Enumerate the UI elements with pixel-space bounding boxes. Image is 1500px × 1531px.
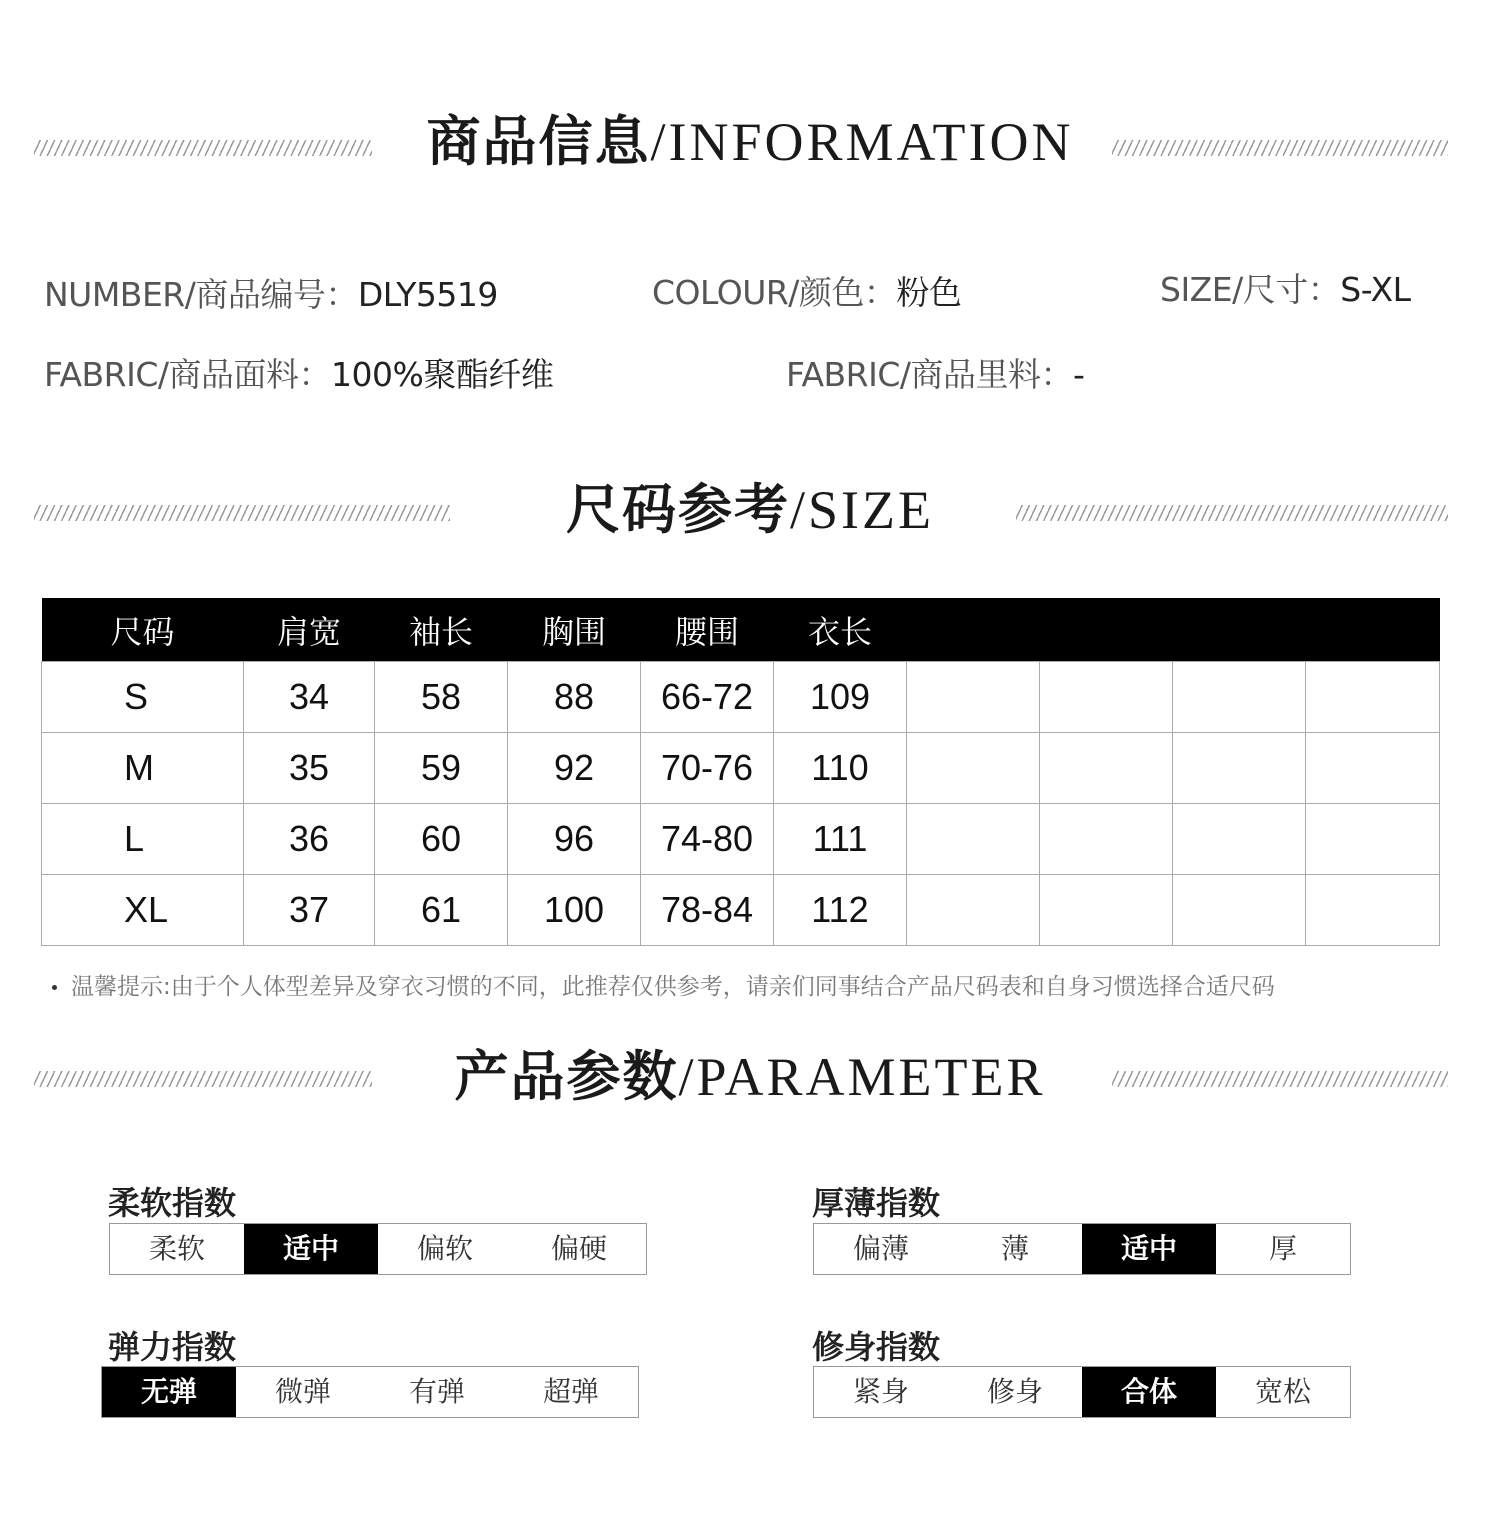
- cell-shoulder: 34: [244, 662, 375, 733]
- cell-empty: [1173, 875, 1306, 946]
- header-empty: [1306, 598, 1440, 662]
- size-title-en: /SIZE: [790, 480, 934, 540]
- cell-waist: 70-76: [641, 733, 774, 804]
- info-fabric-value: 100%聚酯纤维: [331, 355, 554, 394]
- fit-option: 修身: [986, 1375, 1043, 1408]
- cell-empty: [1306, 804, 1440, 875]
- cell-sleeve: 58: [375, 662, 508, 733]
- cell-sleeve: 59: [375, 733, 508, 804]
- cell-empty: [1040, 804, 1173, 875]
- cell-length: 112: [774, 875, 907, 946]
- size-title-cn: 尺码参考: [566, 478, 790, 541]
- size-table-header-row: [42, 598, 1440, 662]
- cell-empty: [1173, 804, 1306, 875]
- cell-empty: [907, 804, 1040, 875]
- table-row: [42, 804, 1440, 875]
- cell-sleeve: 61: [375, 875, 508, 946]
- fit-option: 合体: [1082, 1367, 1216, 1417]
- information-title: [0, 110, 1500, 174]
- header-empty: [907, 598, 1040, 662]
- cell-waist: 66-72: [641, 662, 774, 733]
- info-number: [44, 275, 498, 315]
- cell-size: XL: [42, 875, 244, 946]
- size-table: [41, 598, 1440, 946]
- info-size-value: S-XL: [1340, 270, 1411, 309]
- softness-option: 柔软: [148, 1232, 205, 1265]
- info-lining-label: FABRIC/商品里料：: [786, 355, 1073, 394]
- header-sleeve: 袖长: [375, 598, 508, 662]
- elasticity-label: 弹力指数: [108, 1328, 237, 1366]
- softness-scale: [109, 1223, 647, 1275]
- information-title-cn: 商品信息: [426, 110, 651, 173]
- cell-size: L: [42, 804, 244, 875]
- thickness-option: 薄: [1000, 1232, 1029, 1265]
- fit-option: 紧身: [852, 1375, 909, 1408]
- fit-label: 修身指数: [812, 1328, 941, 1366]
- table-row: [42, 662, 1440, 733]
- softness-option: 适中: [244, 1224, 378, 1274]
- fit-scale: [813, 1366, 1351, 1418]
- parameter-title-cn: 产品参数: [454, 1045, 679, 1108]
- info-colour-label: COLOUR/颜色：: [652, 273, 897, 312]
- header-size: 尺码: [42, 598, 244, 662]
- size-tip-text: 温馨提示:由于个人体型差异及穿衣习惯的不同，此推荐仅供参考，请亲们同事结合产品尺码表和自身习惯选择合适尺码: [71, 974, 1275, 1000]
- cell-length: 109: [774, 662, 907, 733]
- cell-empty: [1306, 875, 1440, 946]
- cell-empty: [907, 733, 1040, 804]
- cell-empty: [1306, 662, 1440, 733]
- cell-bust: 92: [508, 733, 641, 804]
- elasticity-scale: [101, 1366, 639, 1418]
- thickness-scale: [813, 1223, 1351, 1275]
- information-title-en: /INFORMATION: [650, 112, 1074, 172]
- cell-waist: 78-84: [641, 875, 774, 946]
- size-tip: [52, 968, 1275, 1001]
- bullet-icon: [52, 985, 57, 990]
- size-title: [0, 478, 1500, 542]
- cell-empty: [1173, 662, 1306, 733]
- info-number-label: NUMBER/商品编号：: [44, 275, 358, 314]
- header-length: 衣长: [774, 598, 907, 662]
- cell-empty: [907, 875, 1040, 946]
- cell-size: M: [42, 733, 244, 804]
- softness-option: 偏硬: [550, 1232, 607, 1265]
- cell-empty: [1040, 875, 1173, 946]
- softness-option: 偏软: [416, 1232, 473, 1265]
- cell-shoulder: 35: [244, 733, 375, 804]
- cell-bust: 88: [508, 662, 641, 733]
- info-fabric: [44, 355, 553, 395]
- fit-option: 宽松: [1254, 1375, 1311, 1408]
- elasticity-option: 微弹: [274, 1375, 331, 1408]
- table-row: [42, 733, 1440, 804]
- cell-empty: [1306, 733, 1440, 804]
- thickness-label: 厚薄指数: [812, 1184, 941, 1222]
- cell-length: 110: [774, 733, 907, 804]
- cell-length: 111: [774, 804, 907, 875]
- header-waist: 腰围: [641, 598, 774, 662]
- elasticity-option: 无弹: [102, 1367, 236, 1417]
- header-empty: [1173, 598, 1306, 662]
- info-lining: [786, 355, 1084, 395]
- parameter-title: [0, 1045, 1500, 1109]
- cell-bust: 100: [508, 875, 641, 946]
- cell-waist: 74-80: [641, 804, 774, 875]
- thickness-option: 偏薄: [852, 1232, 909, 1265]
- thickness-option: 适中: [1082, 1224, 1216, 1274]
- info-fabric-label: FABRIC/商品面料：: [44, 355, 331, 394]
- cell-empty: [1040, 733, 1173, 804]
- info-colour: [652, 273, 961, 313]
- table-row: [42, 875, 1440, 946]
- cell-empty: [907, 662, 1040, 733]
- info-number-value: DLY5519: [357, 275, 498, 314]
- header-bust: 胸围: [508, 598, 641, 662]
- elasticity-option: 超弹: [542, 1375, 599, 1408]
- cell-sleeve: 60: [375, 804, 508, 875]
- cell-size: S: [42, 662, 244, 733]
- cell-shoulder: 36: [244, 804, 375, 875]
- softness-label: 柔软指数: [108, 1184, 237, 1222]
- elasticity-option: 有弹: [408, 1375, 465, 1408]
- header-empty: [1040, 598, 1173, 662]
- cell-shoulder: 37: [244, 875, 375, 946]
- info-size: [1160, 270, 1410, 310]
- cell-empty: [1173, 733, 1306, 804]
- header-shoulder: 肩宽: [244, 598, 375, 662]
- cell-empty: [1040, 662, 1173, 733]
- info-lining-value: -: [1073, 355, 1085, 394]
- cell-bust: 96: [508, 804, 641, 875]
- thickness-option: 厚: [1268, 1232, 1297, 1265]
- info-colour-value: 粉色: [896, 273, 962, 312]
- info-size-label: SIZE/尺寸：: [1160, 270, 1341, 309]
- parameter-title-en: /PARAMETER: [678, 1047, 1046, 1107]
